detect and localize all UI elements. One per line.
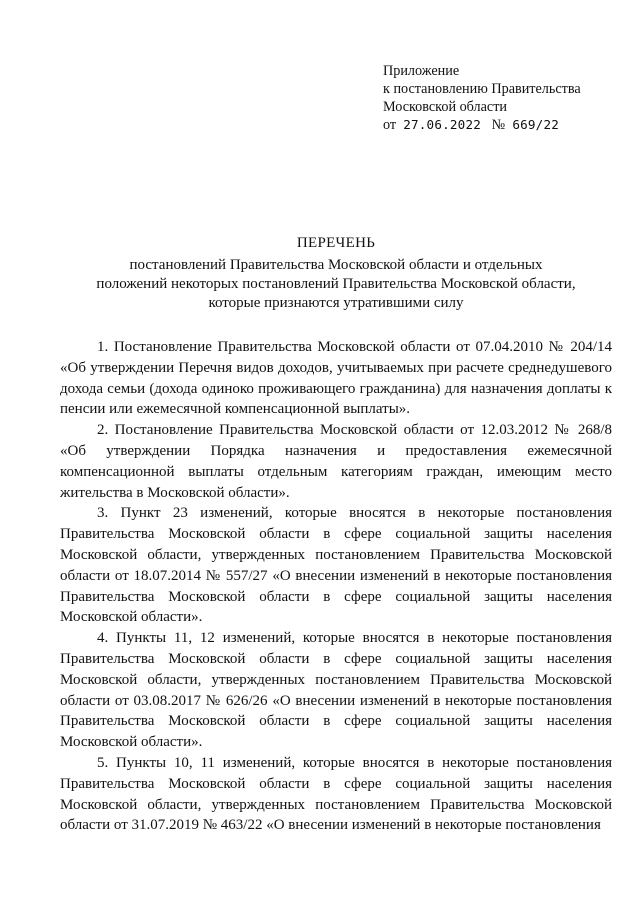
document-title-block: [60, 234, 612, 313]
appendix-date-number: [383, 116, 623, 134]
list-item-2: 2. Постановление Правительства Московской области от 12.03.2012 № 268/8 «Об утверждении Порядка назначения и предоставления ежемесячной компенсационной выплаты отдельным категориям граждан, имеющим место жительства в Московской области».: [60, 422, 612, 501]
document-title: ПЕРЕЧЕНЬ: [296, 235, 376, 251]
date-prefix: от: [383, 117, 397, 133]
document-items-list: [60, 337, 612, 836]
number-sign: №: [491, 117, 506, 133]
list-item-5: 5. Пункты 10, 11 изменений, которые вносятся в некоторые постановления Правительства Московской области в сфере социальной защиты населения Московской области, утвержденных постановлением Правительства Московской области от 31.07.2019 № 463/22 «О внесении изменений в некоторые постановления: [60, 754, 612, 834]
document-subtitle-line-2: положений некоторых постановлений Правительства Московской области,: [96, 276, 576, 292]
appendix-resolution-ref: к постановлению Правительства: [383, 81, 581, 97]
list-item-1: 1. Постановление Правительства Московской области от 07.04.2010 № 204/14 «Об утверждении Перечня видов доходов, учитываемых при расчете среднедушевого дохода семьи (дохода одиноко проживающего гражданина) для назначения доплаты к пенсии или ежемесячной компенсационной выплаты».: [60, 339, 612, 418]
list-item-3: 3. Пункт 23 изменений, которые вносятся в некоторые постановления Правительства Московской области в сфере социальной защиты населения Московской области, утвержденных постановлением Правительства Московской области от 18.07.2014 № 557/27 «О внесении изменений в некоторые постановления Правительства Московской области в сфере социальной защиты населения Московской области».: [60, 505, 612, 626]
appendix-region: Московской области: [383, 99, 508, 115]
document-subtitle-line-3: которые признаются утратившими силу: [208, 295, 464, 311]
list-item-4: 4. Пункты 11, 12 изменений, которые вносятся в некоторые постановления Правительства Московской области в сфере социальной защиты населения Московской области, утвержденных постановлением Правительства Московской области от 03.08.2017 № 626/26 «О внесении изменений в некоторые постановления Правительства Московской области в сфере социальной защиты населения Московской области».: [60, 630, 612, 751]
appendix-header: [383, 62, 623, 134]
appendix-label: Приложение: [383, 63, 460, 79]
resolution-number: 669/22: [512, 117, 560, 132]
document-subtitle-line-1: постановлений Правительства Московской области и отдельных: [129, 257, 543, 273]
resolution-date: 27.06.2022: [403, 117, 482, 132]
